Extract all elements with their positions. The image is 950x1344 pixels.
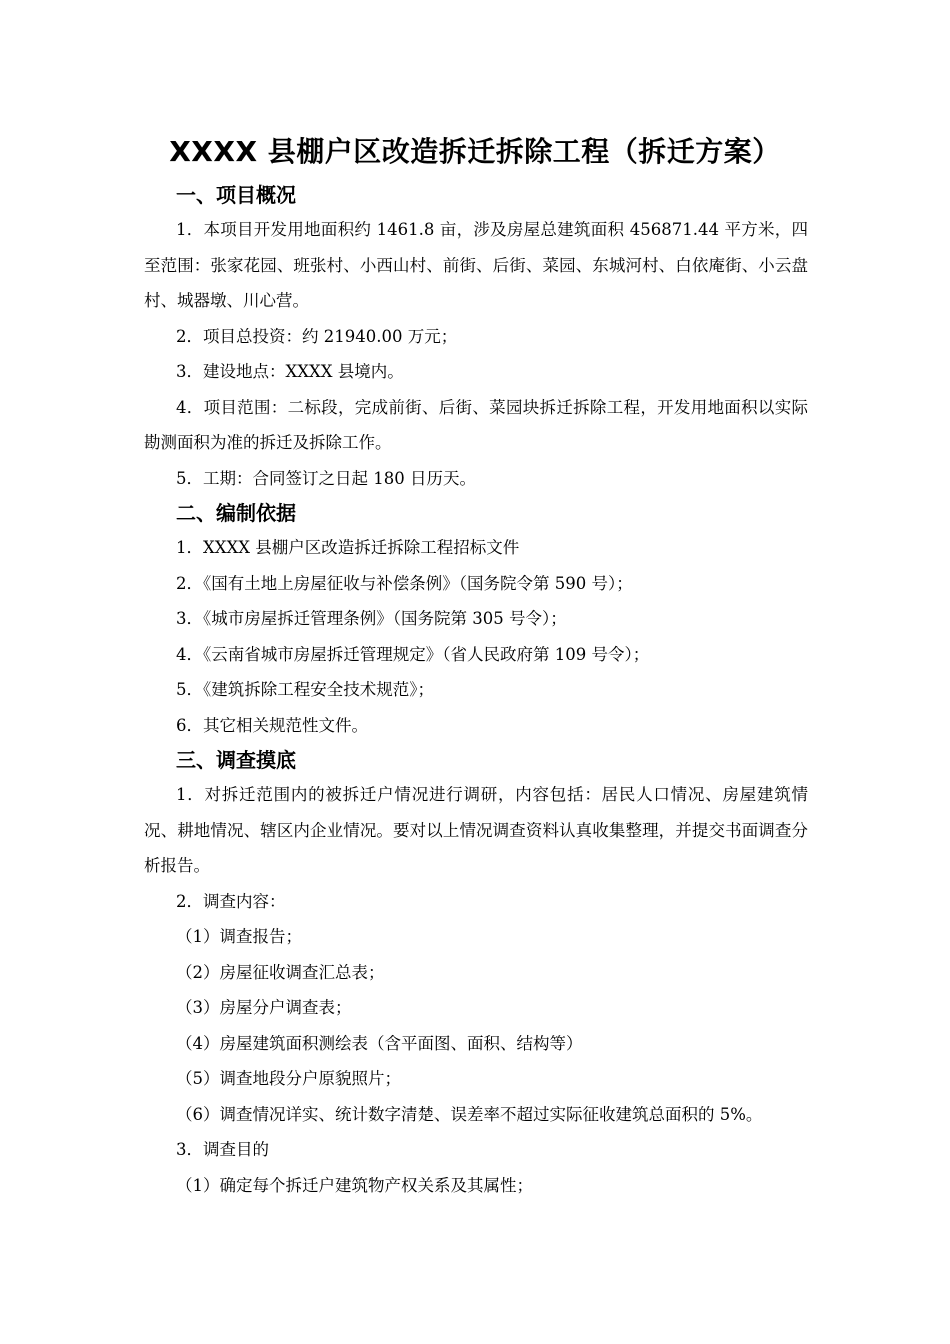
- list-item: 2．《国有土地上房屋征收与补偿条例》（国务院令第 590 号）；: [176, 573, 633, 593]
- list-item: 3．《城市房屋拆迁管理条例》（国务院第 305 号令）；: [176, 609, 567, 628]
- list-item: （3）房屋分户调查表；: [176, 998, 352, 1017]
- list-item: （4）房屋建筑面积测绘表（含平面图、面积、结构等）: [176, 1033, 583, 1053]
- paragraph: 5．工期：合同签订之日起 180 日历天。: [176, 468, 476, 488]
- list-item: （1）确定每个拆迁户建筑物产权关系及其属性；: [176, 1175, 533, 1195]
- list-item: 1．XXXX 县棚户区改造拆迁拆除工程招标文件: [176, 538, 520, 557]
- paragraph: 1．本项目开发用地面积约 1461.8 亩，涉及房屋总建筑面积 456871.44 平方米，四至范围：张家花园、班张村、小西山村、前街、后街、菜园、东城河村、白依庵街、小云盘村、城器墩、川心营。: [144, 220, 808, 310]
- paragraph: 2．调查内容：: [176, 891, 286, 911]
- list-item: 4．《云南省城市房屋拆迁管理规定》（省人民政府第 109 号令）；: [176, 644, 650, 664]
- paragraph: 3．建设地点：XXXX 县境内。: [176, 362, 404, 381]
- list-item: （6）调查情况详实、统计数字清楚、误差率不超过实际征收建筑总面积的 5%。: [176, 1104, 763, 1124]
- section-heading-overview: 一、项目概况: [176, 183, 296, 207]
- list-item: （2）房屋征收调查汇总表；: [176, 962, 385, 982]
- list-item: （5）调查地段分户原貌照片；: [176, 1069, 401, 1088]
- paragraph: 4．项目范围：二标段，完成前街、后街、菜园块拆迁拆除工程，开发用地面积以实际勘测面积为准的拆迁及拆除工作。: [144, 397, 808, 452]
- list-item: 5．《建筑拆除工程安全技术规范》；: [176, 680, 434, 699]
- section-heading-basis: 二、编制依据: [176, 501, 296, 525]
- list-item: 6．其它相关规范性文件。: [176, 715, 368, 735]
- paragraph: 1．对拆迁范围内的被拆迁户情况进行调研，内容包括：居民人口情况、房屋建筑情况、耕地情况、辖区内企业情况。要对以上情况调查资料认真收集整理，并提交书面调查分析报告。: [144, 785, 808, 875]
- section-heading-survey: 三、调查摸底: [176, 748, 296, 772]
- paragraph: 3．调查目的: [176, 1140, 269, 1159]
- list-item: （1）调查报告；: [176, 927, 302, 946]
- paragraph: 2．项目总投资：约 21940.00 万元；: [176, 326, 458, 346]
- document-body: [144, 178, 808, 1203]
- document-title: XXXX 县棚户区改造拆迁拆除工程（拆迁方案）: [169, 135, 781, 168]
